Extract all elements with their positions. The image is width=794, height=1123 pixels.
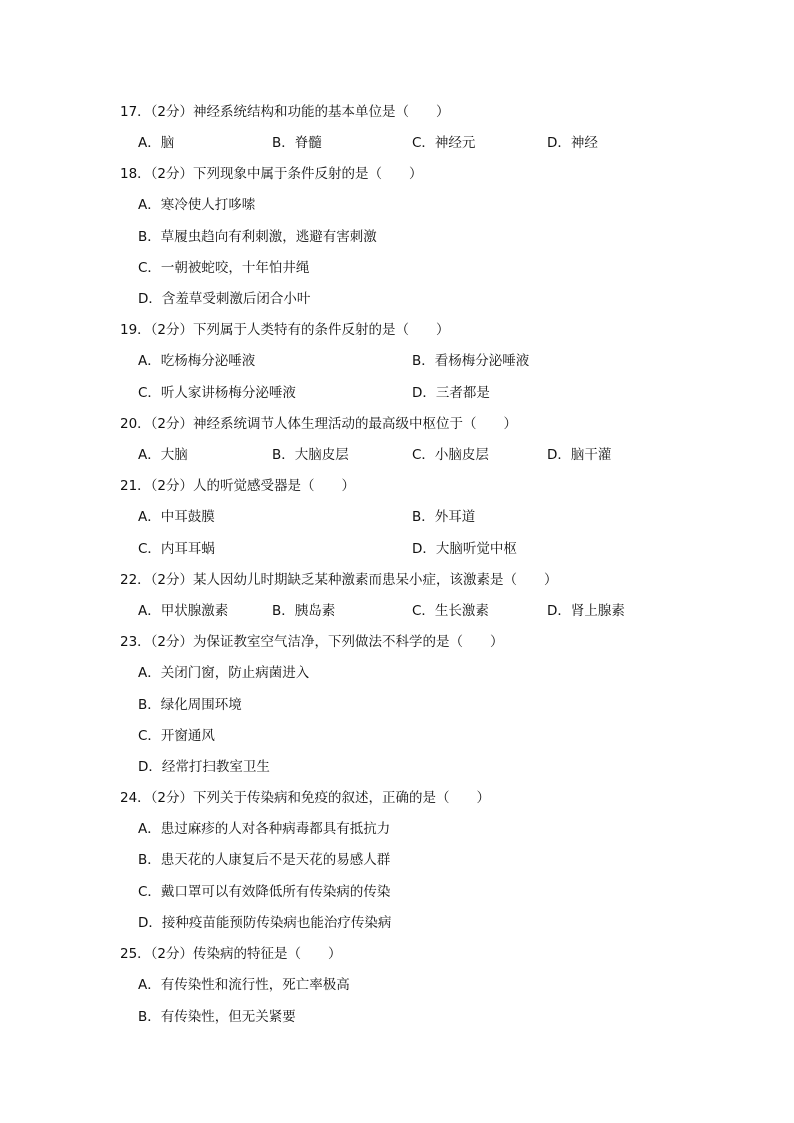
question-24-option-c: C．戴口罩可以有效降低所有传染病的传染	[138, 884, 391, 900]
question-19-option-d: D．三者都是	[412, 385, 490, 401]
question-18-option-c: C．一朝被蛇咬，十年怕井绳	[138, 260, 310, 276]
question-22-option-a: A．甲状腺激素	[138, 603, 229, 619]
question-25-option-a: A．有传染性和流行性，死亡率极高	[138, 977, 350, 993]
question-20-option-a: A．大脑	[138, 447, 188, 463]
question-22-option-c: C．生长激素	[412, 603, 489, 619]
question-21-stem: 21．（2分）人的听觉感受器是（ ）	[120, 478, 356, 494]
question-24-option-b: B．患天花的人康复后不是天花的易感人群	[138, 852, 391, 868]
question-23-option-a: A．关闭门窗，防止病菌进入	[138, 665, 310, 681]
question-21-option-b: B．外耳道	[412, 509, 476, 525]
question-20-stem: 20．（2分）神经系统调节人体生理活动的最高级中枢位于（ ）	[120, 416, 518, 432]
question-21-option-c: C．内耳耳蜗	[138, 541, 215, 557]
question-17-option-d: D．神经	[547, 135, 598, 151]
question-25-option-b: B．有传染性，但无关紧要	[138, 1009, 296, 1025]
question-19-option-a: A．吃杨梅分泌唾液	[138, 353, 256, 369]
question-18-stem: 18．（2分）下列现象中属于条件反射的是（ ）	[120, 166, 423, 182]
question-20-option-d: D．脑干灌	[547, 447, 612, 463]
question-23-option-d: D．经常打扫教室卫生	[138, 759, 270, 775]
question-17-stem: 17．（2分）神经系统结构和功能的基本单位是（ ）	[120, 104, 450, 120]
question-19-option-c: C．听人家讲杨梅分泌唾液	[138, 385, 296, 401]
question-19-stem: 19．（2分）下列属于人类特有的条件反射的是（ ）	[120, 322, 450, 338]
question-18-option-d: D．含羞草受刺激后闭合小叶	[138, 291, 311, 307]
question-18-option-a: A．寒冷使人打哆嗦	[138, 197, 256, 213]
question-19-option-b: B．看杨梅分泌唾液	[412, 353, 530, 369]
question-20-option-b: B．大脑皮层	[272, 447, 349, 463]
question-20-option-c: C．小脑皮层	[412, 447, 489, 463]
question-17-option-a: A．脑	[138, 135, 175, 151]
question-23-stem: 23．（2分）为保证教室空气洁净，下列做法不科学的是（ ）	[120, 634, 504, 650]
question-18-option-b: B．草履虫趋向有利刺激，逃避有害刺激	[138, 229, 377, 245]
question-23-option-b: B．绿化周围环境	[138, 697, 242, 713]
question-24-option-d: D．接种疫苗能预防传染病也能治疗传染病	[138, 915, 392, 931]
question-17-option-c: C．神经元	[412, 135, 476, 151]
question-24-option-a: A．患过麻疹的人对各种病毒都具有抵抗力	[138, 821, 391, 837]
question-24-stem: 24．（2分）下列关于传染病和免疫的叙述，正确的是（ ）	[120, 790, 491, 806]
question-17-option-b: B．脊髓	[272, 135, 322, 151]
question-25-stem: 25．（2分）传染病的特征是（ ）	[120, 946, 342, 962]
question-21-option-d: D．大脑听觉中枢	[412, 541, 517, 557]
question-23-option-c: C．开窗通风	[138, 728, 215, 744]
question-22-option-b: B．胰岛素	[272, 603, 336, 619]
question-22-option-d: D．肾上腺素	[547, 603, 625, 619]
question-21-option-a: A．中耳鼓膜	[138, 509, 215, 525]
question-22-stem: 22．（2分）某人因幼儿时期缺乏某种激素而患呆小症，该激素是（ ）	[120, 572, 558, 588]
